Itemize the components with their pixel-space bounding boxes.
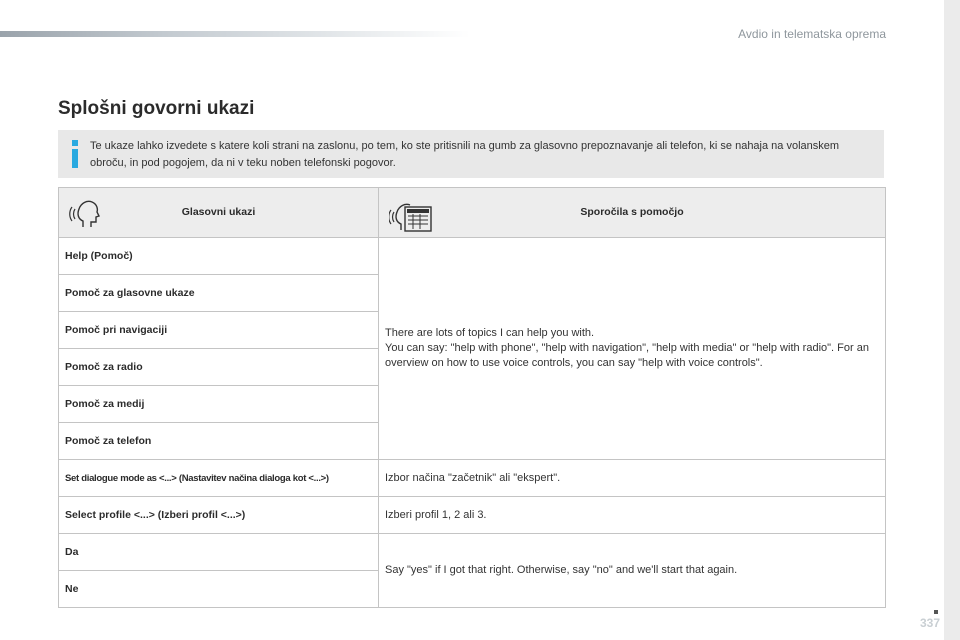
response-cell: Izbor načina "začetnik" ali "ekspert". (379, 460, 886, 497)
command-cell: Pomoč za glasovne ukaze (59, 275, 379, 312)
header-voice-commands (59, 188, 379, 238)
info-icon (71, 140, 79, 168)
command-cell: Pomoč za medij (59, 386, 379, 423)
command-cell: Pomoč pri navigaciji (59, 312, 379, 349)
page-edge-strip (944, 0, 960, 640)
table-row (59, 534, 886, 571)
response-cell: Izberi profil 1, 2 ali 3. (379, 497, 886, 534)
page-marker (934, 610, 938, 614)
chapter-title: Avdio in telematska oprema (738, 27, 886, 41)
help-response-line1: There are lots of topics I can help you with. (385, 327, 595, 339)
yes-no-response-cell: Say "yes" if I got that right. Otherwise, say "no" and we'll start that again. (379, 534, 886, 608)
section-title: Splošni govorni ukazi (58, 98, 255, 119)
help-response-cell (379, 238, 886, 460)
info-text: Te ukaze lahko izvedete s katere koli strani na zaslonu, po tem, ko ste pritisnili na gumb za glasovno prepoznavanje ali telefon, ki se nahaja na volanskem obroču, in pod pogojem, da ni v teku noben telefonski pogovor. (90, 140, 840, 169)
command-cell: Set dialogue mode as <...> (Nastavitev načina dialoga kot <...>) (59, 460, 379, 497)
command-cell: Da (59, 534, 379, 571)
command-cell: Ne (59, 571, 379, 608)
command-cell: Pomoč za radio (59, 349, 379, 386)
header-voice-commands-label: Glasovni ukazi (181, 206, 256, 218)
header-accent-bar (0, 31, 470, 37)
header-help-messages (379, 188, 886, 238)
voice-commands-table (58, 187, 886, 608)
table-row (59, 497, 886, 534)
info-box (58, 130, 884, 178)
command-cell: Pomoč za telefon (59, 423, 379, 460)
help-response-line2: You can say: "help with phone", "help with navigation", "help with media" or "help with radio". For an overview on how to use voice controls, you can say "help with voice controls". (385, 342, 869, 369)
page-number: 337 (919, 616, 940, 630)
table-row (59, 238, 886, 275)
table-row (59, 460, 886, 497)
command-cell: Help (Pomoč) (59, 238, 379, 275)
header-help-messages-label: Sporočila s pomočjo (580, 206, 684, 218)
command-cell: Select profile <...> (Izberi profil <...>) (59, 497, 379, 534)
table-header-row (59, 188, 886, 238)
